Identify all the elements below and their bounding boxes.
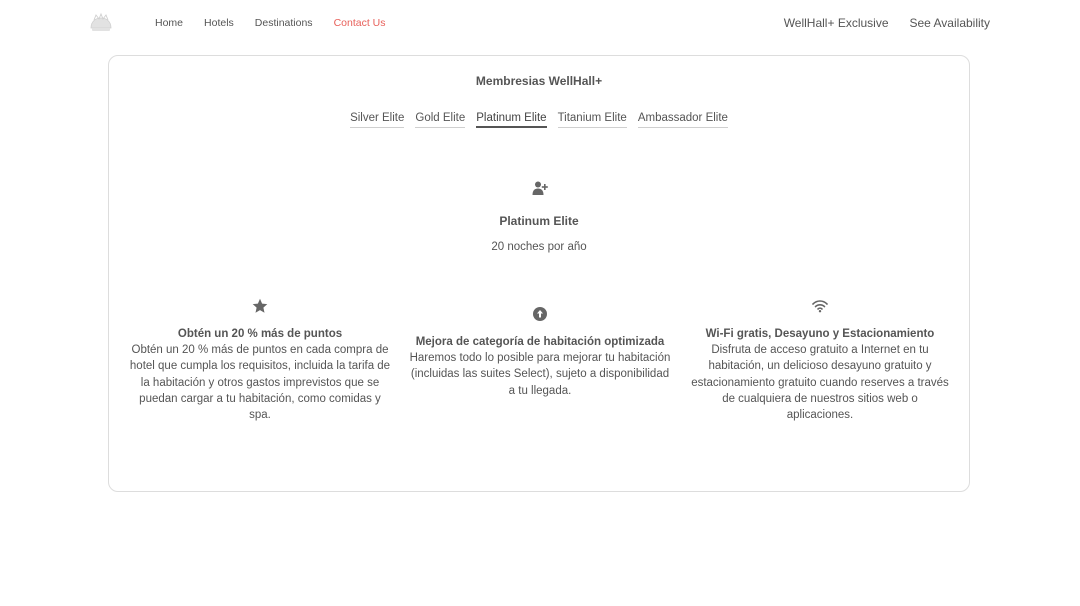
benefit-title: Mejora de categoría de habitación optimizada [415,336,665,348]
nav-hotels-link[interactable]: Hotels [204,17,234,29]
nav-right-links [763,16,990,30]
wifi-icon [812,298,828,314]
benefit-title: Obtén un 20 % más de puntos [177,328,343,340]
top-navigation [0,0,1080,46]
tab-silver-elite[interactable]: Silver Elite [350,112,404,128]
see-availability-link[interactable]: See Availability [909,16,990,30]
benefit-title: Wi-Fi gratis, Desayuno y Estacionamiento [705,328,935,340]
card-title: Membresias WellHall+ [475,74,603,88]
tier-tabs [109,112,969,128]
star-icon [252,298,268,314]
benefit-text: Haremos todo lo posible para mejorar tu habitación (incluidas las suites Select), sujeto a disponibilidad a tu llegada. [409,352,671,397]
tab-titanium-elite[interactable]: Titanium Elite [558,112,627,128]
nav-links [155,17,407,29]
membership-card [108,55,970,492]
benefit-text: Obtén un 20 % más de puntos en cada compra de hotel que cumpla los requisitos, incluida la tarifa de la habitación y otros gastos imprevistos que se puedan cargar a tu habitación, como comidas y spa. [129,344,391,422]
tab-ambassador-elite[interactable]: Ambassador Elite [638,112,728,128]
tier-nights: 20 noches por año [491,241,587,253]
nav-contact-link[interactable]: Contact Us [333,17,386,29]
user-plus-icon [532,180,548,196]
tab-gold-elite[interactable]: Gold Elite [415,112,465,128]
tab-platinum-elite[interactable]: Platinum Elite [476,112,546,128]
benefit-points [129,298,391,423]
exclusive-link[interactable]: WellHall+ Exclusive [783,16,889,30]
benefit-wifi [689,298,951,423]
nav-home-link[interactable]: Home [155,17,184,29]
arrow-up-circle-icon [532,306,548,322]
benefit-upgrade [409,306,671,399]
logo-icon[interactable] [88,12,114,34]
tier-name: Platinum Elite [499,214,579,228]
benefit-text: Disfruta de acceso gratuito a Internet en tu habitación, un delicioso desayuno gratuito y estacionamiento gratuito cuando reserves a través de cualquiera de nuestros sitios web o aplicaciones. [691,344,949,422]
nav-destinations-link[interactable]: Destinations [254,17,313,29]
